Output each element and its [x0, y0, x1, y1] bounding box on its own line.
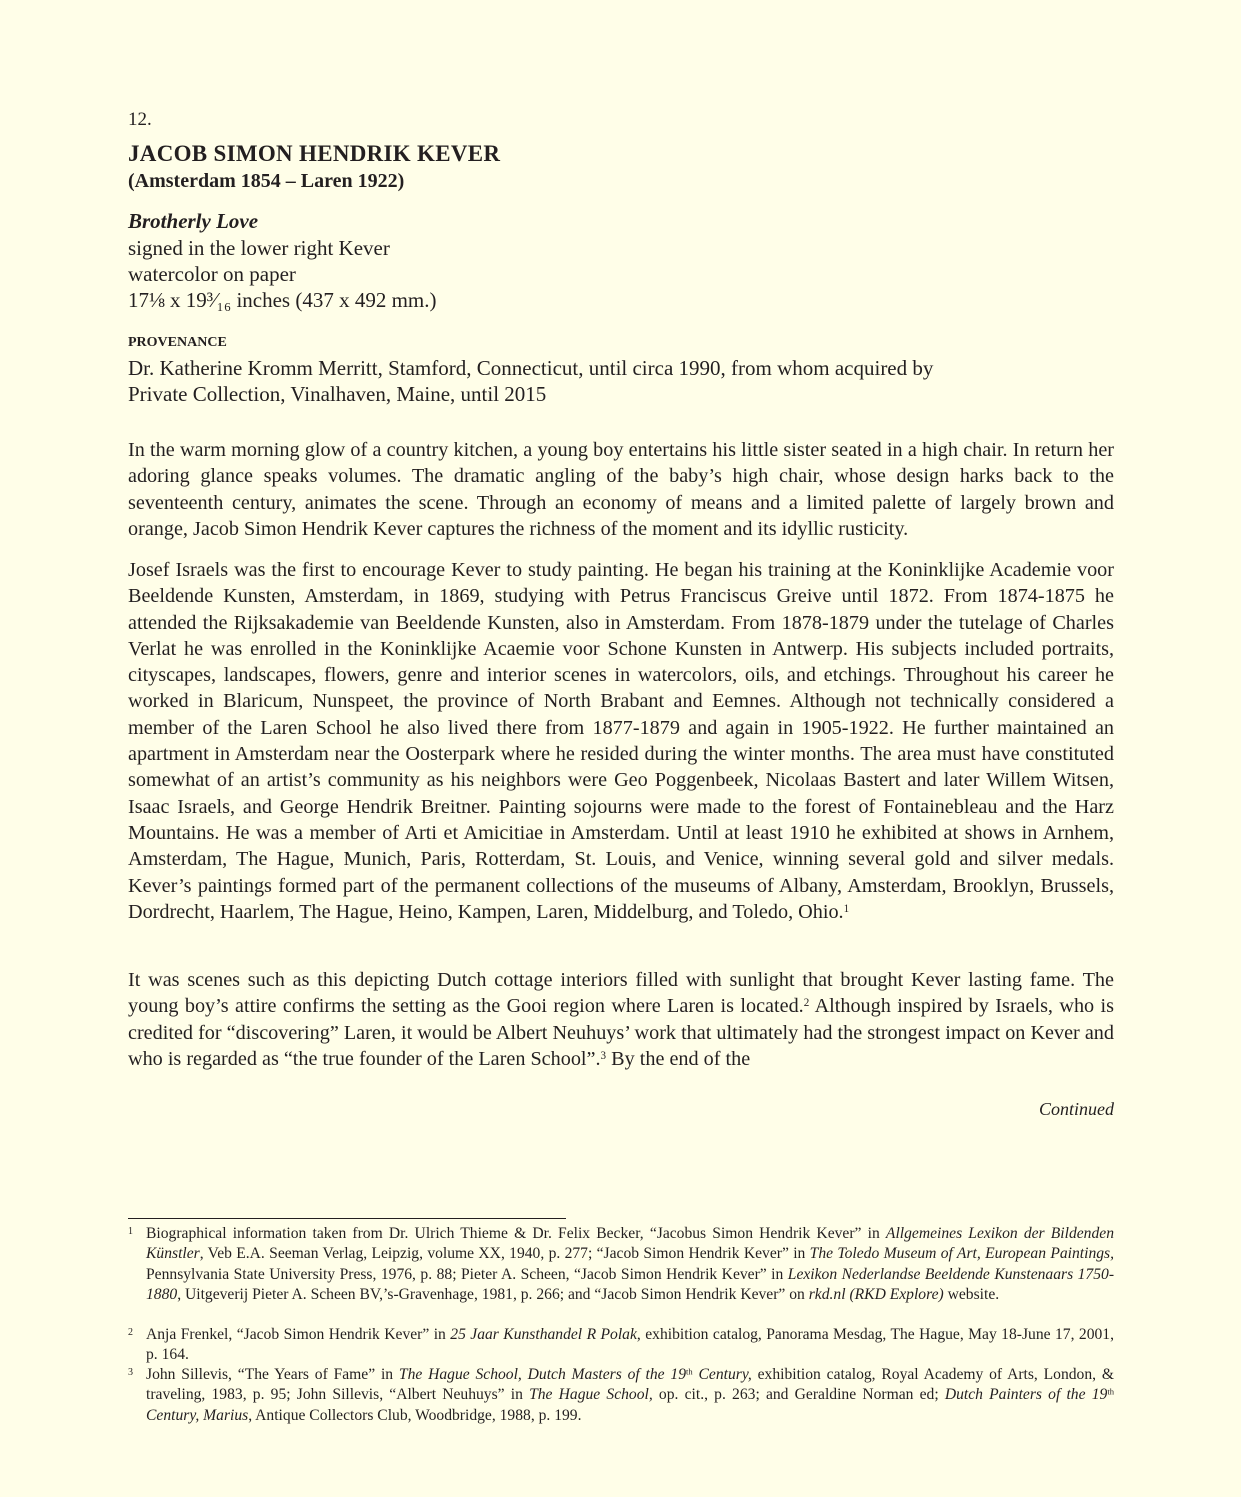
footnote-italic-text: The Hague School,	[529, 1386, 653, 1404]
provenance-line: Dr. Katherine Kromm Merritt, Stamford, Connecticut, until circa 1990, from whom acquired by	[128, 356, 934, 380]
lot-number: 12.	[128, 109, 152, 130]
footnote-text-run: Biographical information taken from Dr. Ulrich Thieme & Dr. Felix Becker, “Jacobus Simon Hendrik Kever” in	[146, 1225, 886, 1242]
essay-text: Josef Israels was the first to encourage Kever to study painting. He began his training at the Koninklijke Academie voor Beeldende Kunsten, Amsterdam, in 1869, studying with Petrus Franciscus Greive until 1872. From 1874-1875 he attended the Rijksakademie van Beeldende Kunsten, also in Amsterdam. From 1878-1879 under the tutelage of Charles Verlat he was enrolled in the Koninklijke Acaemie voor Schone Kunsten in Antwerp. His subjects included portraits, cityscapes, landscapes, flowers, genre and interior scenes in watercolors, oils, and etchings. Throughout his career he worked in Blaricum, Nunspeet, the province of North Brabant and Eemnes. Although not technically considered a member of the Laren School he also lived there from 1877-1879 and again in 1905-1922. He further maintained an apartment in Amsterdam near the Oosterpark where he resided during the winter months. The area must have constituted somewhat of an artist’s community as his neighbors were Geo Poggenbeek, Nicolaas Bastert and later Willem Witsen, Isaac Israels, and George Hendrik Breitner. Painting sojourns were made to the forest of Fontainebleau and the Harz Mountains. He was a member of Arti et Amicitiae in Amsterdam. Until at least 1910 he exhibited at shows in Arnhem, Amsterdam, The Hague, Munich, Paris, Rotterdam, St. Louis, and Venice, winning several gold and silver medals. Kever’s paintings formed part of the permanent collections of the museums of Albany, Amsterdam, Brooklyn, Brussels, Dordrecht, Haarlem, The Hague, Heino, Kampen, Laren, Middelburg, and Toledo, Ohio.	[128, 559, 1114, 923]
footnote	[128, 1365, 1114, 1426]
essay-text: By the end of the	[606, 1047, 751, 1070]
footnote-text-run: op. cit., p. 263; and Geraldine Norman ed;	[652, 1386, 945, 1404]
artist-dates: (Amsterdam 1854 – Laren 1922)	[128, 170, 405, 192]
essay-paragraph	[128, 967, 1114, 1072]
footnote-text-run: , exhibition catalog, Panorama Mesdag, The Hague, May 18-June 17, 2001, p. 164.	[146, 1326, 1114, 1364]
footnote-ref: 1	[843, 902, 850, 915]
footnote-italic-text: 25 Jaar Kunsthandel R Polak	[450, 1326, 637, 1343]
footnote-italic-text: Allgemeines Lexikon der Bildenden Künstler	[146, 1225, 1114, 1263]
footnote-italic-text: Lexikon Nederlandse Beeldende Kunstenaars 1750-1880	[146, 1265, 1115, 1304]
footnote-text-run: , Uitgeverij Pieter A. Scheen BV,’s-Gravenhage, 1981, p. 266; and “Jacob Simon Hendrik Kever” on	[177, 1286, 809, 1304]
footnote-italic-text: The Toledo Museum of Art, European Paintings,	[809, 1245, 1114, 1263]
provenance-heading: PROVENANCE	[128, 335, 227, 350]
essay-text: Although inspired by Israels, who is credited for “discovering” Laren, it would be Albert Neuhuys’ work that ultimately had the strongest impact on Kever and who is regarded as “the true founder of the Laren School”.	[128, 995, 1115, 1070]
artwork-title: Brotherly Love	[128, 209, 259, 233]
artist-name: JACOB SIMON HENDRIK KEVER	[128, 141, 501, 166]
essay-text: It was scenes such as this depicting Dutch cottage interiors filled with sunlight that brought Kever lasting fame. The young boy’s attire confirms the setting as the Gooi region where Laren is located.	[128, 969, 1114, 1018]
footnote-text-run: Anja Frenkel, “Jacob Simon Hendrik Kever” in	[146, 1326, 451, 1343]
footnote-text-run: , Veb E.A. Seeman Verlag, Leipzig, volume XX, 1940, p. 277; “Jacob Simon Hendrik Kever” in	[199, 1245, 810, 1263]
footnote-number: 3	[128, 1367, 133, 1378]
provenance-line: Private Collection, Vinalhaven, Maine, until 2015	[128, 382, 547, 406]
essay-paragraph	[128, 557, 1114, 925]
footnote-italic-text: Century, Marius	[146, 1406, 249, 1424]
essay-paragraph: In the warm morning glow of a country kitchen, a young boy entertains his little sister seated in a high chair. In return her adoring glance speaks volumes. The dramatic angling of the baby’s high chair, whose design harks back to the seventeenth century, animates the scene. Through an economy of means and a limited palette of largely brown and orange, Jacob Simon Hendrik Kever captures the richness of the moment and its idyllic rusticity.	[128, 439, 1114, 540]
footnote-ref: 3	[600, 1049, 607, 1062]
footnote-italic-text: Dutch Painters of the 19	[944, 1386, 1108, 1404]
footnote-italic-text: rkd.nl (RKD Explore)	[808, 1286, 944, 1304]
footnote-divider	[128, 1218, 566, 1219]
artwork-signature: signed in the lower right Kever	[128, 236, 390, 260]
footnote-superscript: th	[1107, 1386, 1114, 1397]
footnote-text-run: exhibition catalog, Royal Academy of Arts, London, & traveling, 1983, p. 95; John Sillevis, “Albert Neuhuys” in	[146, 1366, 1114, 1404]
footnote-italic-text: The Hague School, Dutch Masters of the 19	[398, 1366, 687, 1383]
footnote-number: 1	[128, 1226, 133, 1237]
footnote-number: 2	[128, 1327, 133, 1338]
footnote-ref: 2	[803, 997, 810, 1010]
footnote-text-run: website.	[943, 1286, 1000, 1304]
footnote-text-run: Pennsylvania State University Press, 1976, p. 88; Pieter A. Scheen, “Jacob Simon Hendrik Kever” in	[146, 1265, 788, 1283]
footnote-text	[146, 1224, 1114, 1306]
footnote-text-run: John Sillevis, “The Years of Fame” in	[146, 1366, 399, 1383]
footnote	[128, 1325, 1114, 1366]
footnote	[128, 1224, 1114, 1306]
footnote-text	[146, 1325, 1114, 1366]
artwork-dimensions: 17⅛ x 19³⁄₁₆ inches (437 x 492 mm.)	[128, 288, 437, 312]
footnote-text	[146, 1365, 1114, 1426]
footnote-superscript: th	[686, 1366, 693, 1377]
footnote-italic-text: Century,	[692, 1366, 752, 1383]
continued-label: Continued	[1039, 1099, 1114, 1119]
footnote-text-run: , Antique Collectors Club, Woodbridge, 1988, p. 199.	[248, 1406, 582, 1424]
artwork-medium: watercolor on paper	[128, 262, 296, 286]
